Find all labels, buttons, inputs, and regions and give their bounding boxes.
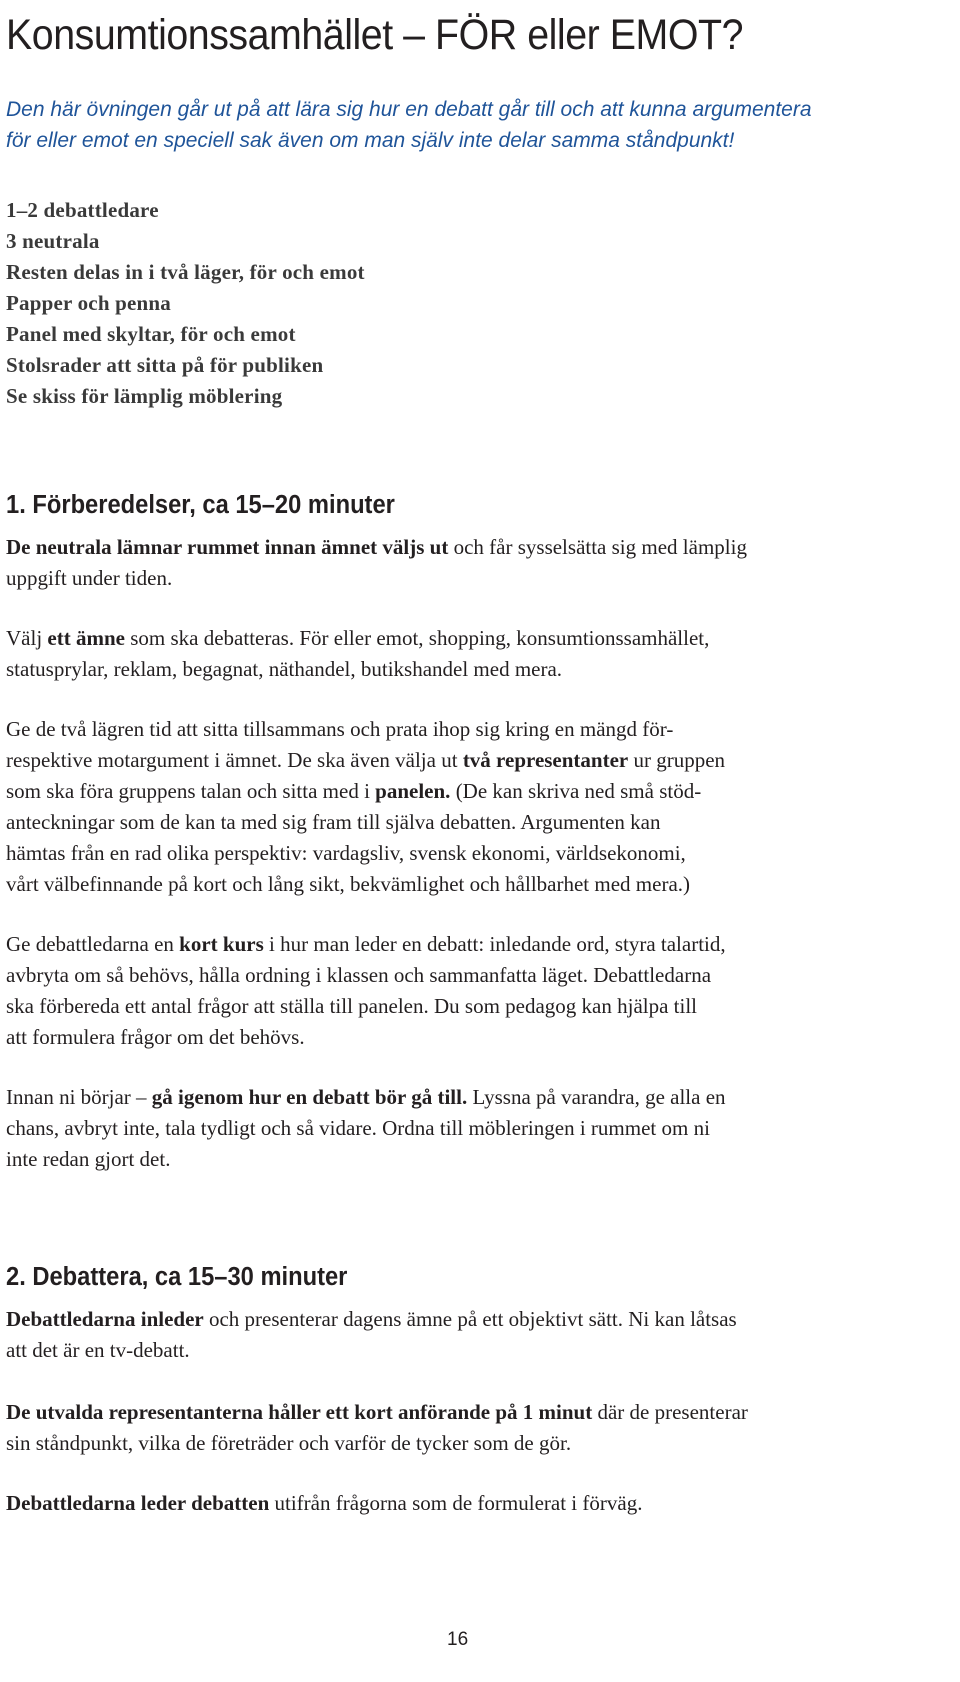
bold-text: gå igenom hur en debatt bör gå till. — [151, 1085, 468, 1109]
materials-item: Stolsrader att sitta på för publiken — [6, 353, 324, 377]
bold-text: panelen. — [375, 779, 451, 803]
bold-text: två representanter — [462, 748, 629, 772]
materials-item: Resten delas in i två läger, för och emot — [6, 260, 365, 284]
paragraph-topic: Välj ett ämne som ska debatteras. För eller emot, shopping, konsumtionssamhället, statusprylar, reklam, begagnat, näthandel, butikshandel med mera. — [6, 626, 710, 681]
paragraph-camps: Ge de två lägren tid att sitta tillsammans och prata ihop sig kring en mängd för- respektive motargument i ämnet. De ska även välja ut två representanter ur gruppen som ska föra gruppens talan och sitta med i panelen. (De kan skriva ned små stöd- anteckningar som de kan ta med sig fram till själva debatten. Argumenten kan hämtas från en rad olika perspektiv: vardagsliv, svensk ekonomi, världsekonomi, vårt välbefinnande på kort och lång sikt, bekvämlighet och hållbarhet med mera.) — [6, 717, 726, 896]
page-number: 16 — [447, 1629, 469, 1650]
materials-item: Se skiss för lämplig möblering — [6, 384, 283, 408]
paragraph-debate-leaders: Ge debattledarna en kort kurs i hur man leder en debatt: inledande ord, styra talartid, avbryta om så behövs, hålla ordning i klassen och sammanfatta läget. Debattledarna ska förbereda ett antal frågor att ställa till panelen. Du som pedagog kan hjälpa till att formulera frågor om det behövs. — [6, 932, 726, 1049]
materials-item: 3 neutrala — [6, 229, 100, 253]
materials-list — [6, 195, 365, 412]
section-heading-debate: 2. Debattera, ca 15–30 minuter — [6, 1263, 348, 1291]
paragraph-before-start: Innan ni börjar – gå igenom hur en debatt bör gå till. Lyssna på varandra, ge alla en chans, avbryt inte, tala tydligt och så vidare. Ordna till möbleringen i rummet om ni inte redan gjort det. — [6, 1085, 726, 1171]
bold-text: Debattledarna inleder — [6, 1307, 204, 1331]
bold-text: kort kurs — [179, 932, 264, 956]
bold-text: Debattledarna leder debatten — [6, 1491, 270, 1515]
paragraph-neutrals: De neutrala lämnar rummet innan ämnet väljs ut och får sysselsätta sig med lämplig uppgift under tiden. — [6, 535, 747, 590]
materials-item: Panel med skyltar, för och emot — [6, 322, 296, 346]
bold-text: De neutrala lämnar rummet innan ämnet väljs ut — [6, 535, 449, 559]
paragraph-opening: Debattledarna inleder och presenterar dagens ämne på ett objektivt sätt. Ni kan låtsas att det är en tv-debatt. — [6, 1307, 737, 1362]
materials-item: Papper och penna — [6, 291, 172, 315]
intro-line: Den här övningen går ut på att lära sig hur en debatt går till och att kunna argumentera — [6, 98, 812, 121]
section-heading-preparation: 1. Förberedelser, ca 15–20 minuter — [6, 491, 395, 519]
materials-item: 1–2 debattledare — [6, 198, 159, 222]
paragraph-representatives: De utvalda representanterna håller ett kort anförande på 1 minut där de presenterar sin ståndpunkt, vilka de företräder och varför de tycker som de gör. — [6, 1400, 748, 1455]
page-title: Konsumtionssamhället – FÖR eller EMOT? — [6, 11, 744, 59]
bold-text: De utvalda representanterna håller ett kort anförande på 1 minut — [6, 1400, 593, 1424]
paragraph-leading: Debattledarna leder debatten utifrån frågorna som de formulerat i förväg. — [6, 1491, 643, 1515]
bold-text: ett ämne — [47, 626, 125, 650]
intro-line: för eller emot en speciell sak även om man själv inte delar samma ståndpunkt! — [6, 129, 735, 152]
intro-text — [6, 94, 812, 156]
